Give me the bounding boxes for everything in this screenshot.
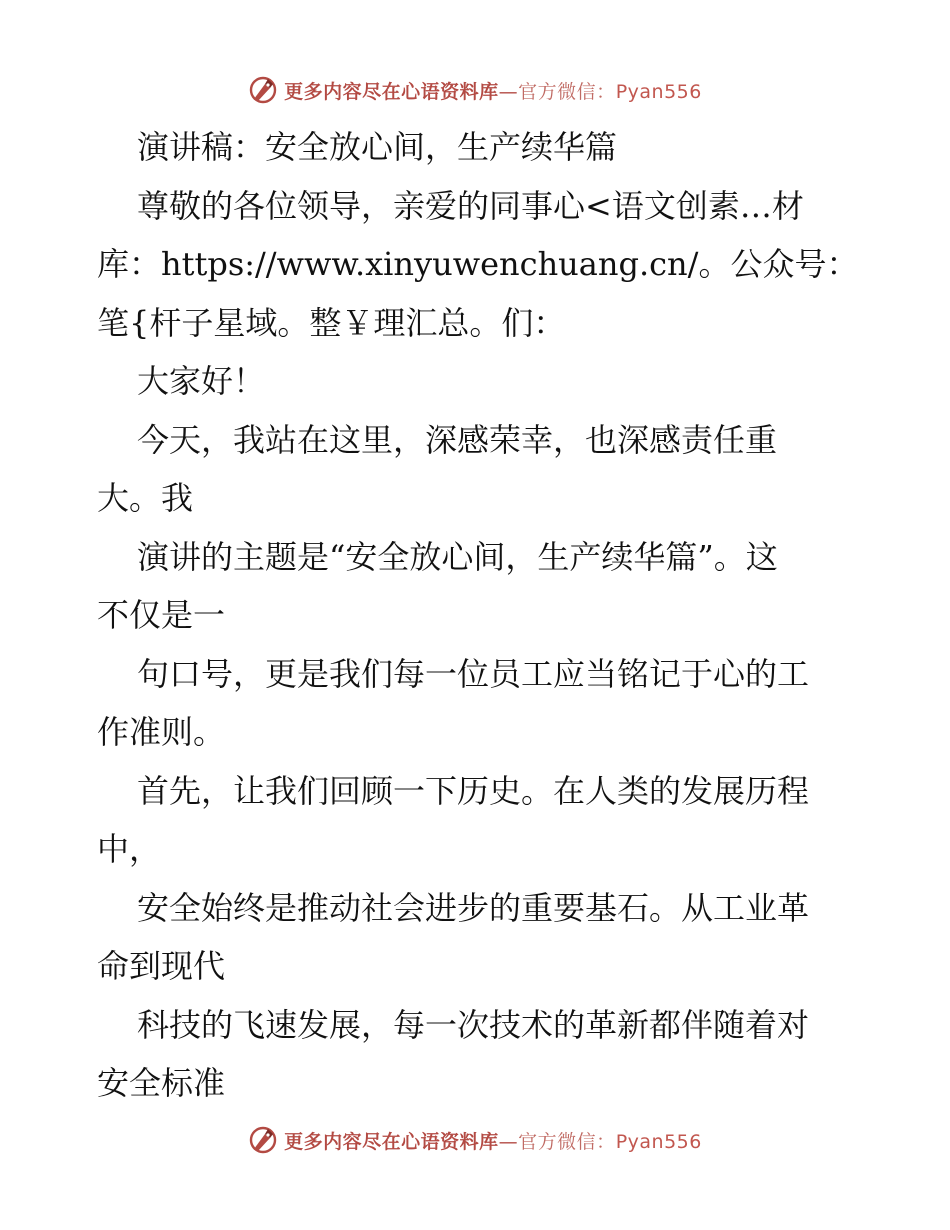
paragraph-line: 尊敬的各位领导，亲爱的同事心<语文创素…材 — [137, 186, 804, 225]
document-title: 演讲稿：安全放心间，生产续华篇 — [137, 128, 618, 166]
document-body — [97, 118, 857, 1113]
banner-text — [284, 1127, 702, 1154]
footer-banner — [0, 1120, 950, 1160]
banner-wechat-id: Pyan556 — [615, 80, 702, 103]
paragraph-line: 句口号，更是我们每一位员工应当铭记于心的工 — [137, 654, 810, 693]
paragraph-line: 安全始终是推动社会进步的重要基石。从工业革 — [137, 888, 810, 927]
paragraph-line: 大。我 — [97, 479, 194, 517]
paragraph-line: 首先，让我们回顾一下历史。在人类的发展历程 — [137, 771, 810, 810]
header-banner — [0, 70, 950, 110]
paragraph-line: 安全标准 — [97, 1064, 226, 1102]
pen-nib-circle-icon — [248, 1125, 278, 1155]
banner-brand: 更多内容尽在心语资料库 — [284, 1130, 499, 1153]
paragraph-line: 不仅是一 — [97, 596, 226, 634]
paragraph-line: 演讲的主题是“安全放心间，生产续华篇”。这 — [137, 537, 778, 576]
paragraph-line: 作准则。 — [97, 713, 226, 751]
banner-official: 官方微信： — [518, 1130, 616, 1153]
paragraph-line: 大家好！ — [137, 362, 266, 400]
banner-brand: 更多内容尽在心语资料库 — [284, 80, 499, 103]
pen-nib-circle-icon — [248, 75, 278, 105]
banner-text — [284, 77, 702, 104]
banner-wechat-id: Pyan556 — [615, 1130, 702, 1153]
paragraph-line: 库：https://www.xinyuwenchuang.cn/。公众号： — [97, 245, 859, 283]
paragraph-line: 今天，我站在这里，深感荣幸，也深感责任重 — [137, 420, 778, 459]
paragraph-line: 中， — [97, 830, 162, 868]
paragraph-line: 命到现代 — [97, 947, 226, 985]
banner-official: 官方微信： — [518, 80, 616, 103]
paragraph-line: 笔{杆子星域。整￥理汇总。们： — [97, 303, 566, 342]
banner-dash: — — [498, 80, 519, 103]
paragraph-line: 科技的飞速发展，每一次技术的革新都伴随着对 — [137, 1005, 810, 1044]
banner-dash: — — [498, 1130, 519, 1153]
